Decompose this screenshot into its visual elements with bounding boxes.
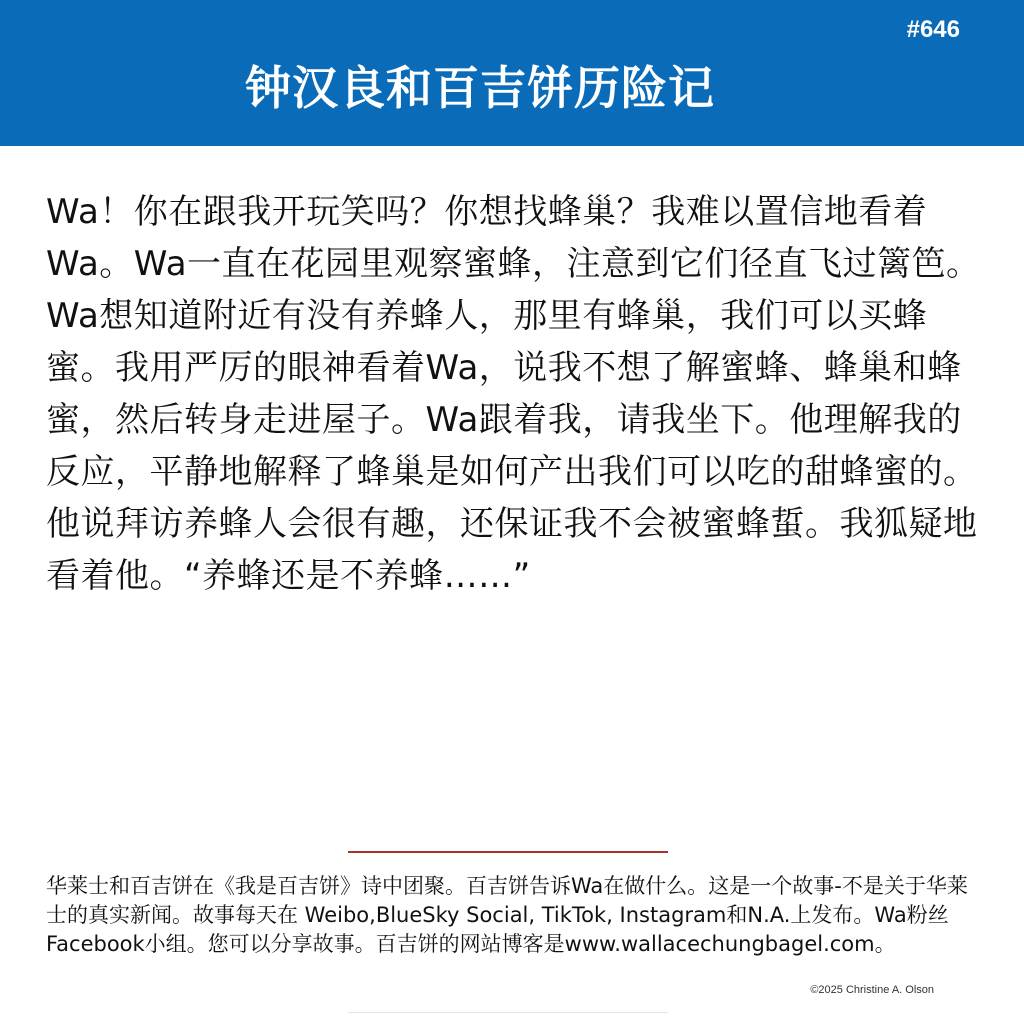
page-title: 钟汉良和百吉饼历险记 <box>245 61 715 115</box>
story-text: Wa！你在跟我开玩笑吗？你想找蜂巢？我难以置信地看着Wa。Wa一直在花园里观察蜜蜂，注意到它们径直飞过篱笆。Wa想知道附近有没有养蜂人，那里有蜂巢，我们可以买蜂蜜。我用严厉的眼神看着Wa，说我不想了解蜜蜂、蜂巢和蜂蜜，然后转身走进屋子。Wa跟着我，请我坐下。他理解我的反应，平静地解释了蜂巢是如何产出我们可以吃的甜蜂蜜的。他说拜访养蜂人会很有趣，还保证我不会被蜜蜂蜇。我狐疑地看着他。“养蜂还是不养蜂……” <box>46 192 981 596</box>
copyright-notice: ©2025 Christine A. Olson <box>810 984 934 996</box>
section-divider <box>348 851 668 853</box>
episode-number: #646 <box>906 16 960 43</box>
bottom-divider <box>348 1012 668 1013</box>
title-banner <box>0 0 1024 146</box>
footer-note: 华莱士和百吉饼在《我是百吉饼》诗中团聚。百吉饼告诉Wa在做什么。这是一个故事-不是关于华莱士的真实新闻。故事每天在 Weibo,BlueSky Social, TikTok, Instagram和N.A.上发布。Wa粉丝Facebook小组。您可以分享故事。百吉饼的网站博客是www.wallacechungbagel.com。 <box>46 874 968 956</box>
